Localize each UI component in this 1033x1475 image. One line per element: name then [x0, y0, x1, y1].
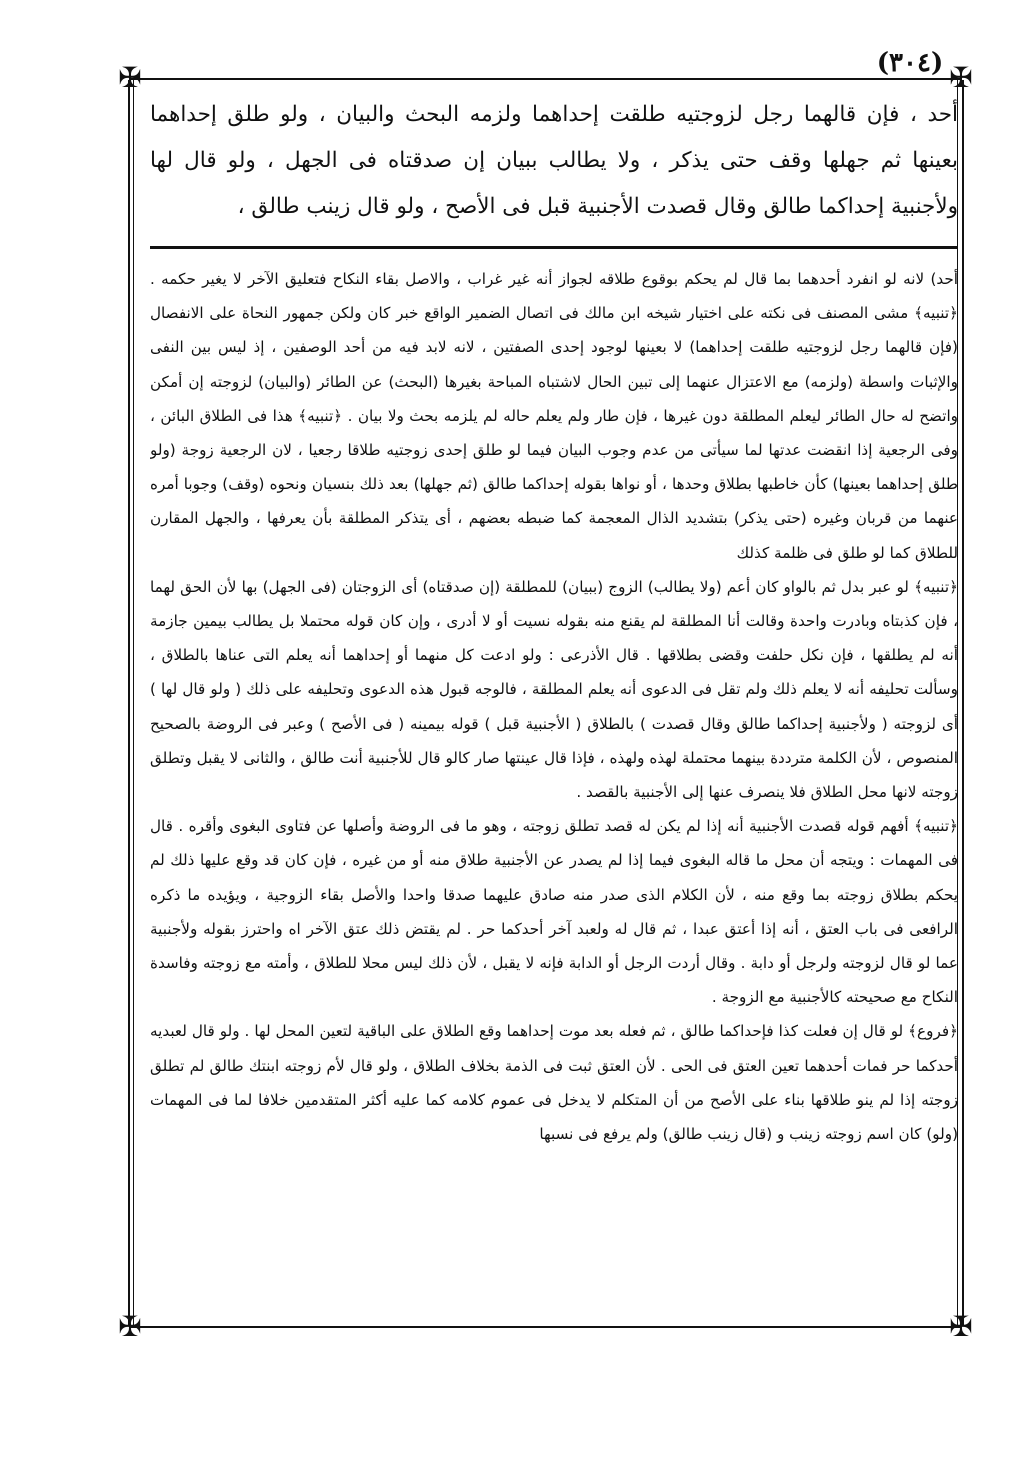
frame-top-rule: [130, 78, 962, 80]
corner-ornament-top-right-icon: ✠: [949, 61, 973, 94]
commentary-text: [150, 262, 958, 1310]
corner-ornament-top-left-icon: ✠: [118, 61, 142, 94]
matn-separator-rule: [150, 246, 958, 249]
page-number: (٣٠٤): [876, 48, 944, 78]
corner-ornament-bottom-left-icon: ✠: [118, 1310, 142, 1343]
matn-text: أحد ، فإن قالهما رجل لزوجتيه طلقت إحداهما ولزمه البحث والبيان ، ولو طلق إحداهما بعينها ثم جهلها وقف حتى يذكر ، ولا يطالب ببيان إن صدقتاه فى الجهل ، ولو قال لها ولأجنبية إحداكما طالق وقال قصدت الأجنبية قبل فى الأصح ، ولو قال زينب طالق ،: [150, 102, 958, 219]
frame-bottom-rule: [130, 1326, 962, 1328]
commentary-paragraph: ﴿تنبيه﴾ أفهم قوله قصدت الأجنبية أنه إذا لم يكن له قصد تطلق زوجته ، وهو ما فى الروضة وأصلها عن فتاوى البغوى وأقره . قال فى المهمات : ويتجه أن محل ما قاله البغوى فيما إذا لم يصدر عن الأجنبية طلاق منه أو من غيره ، فإن كان قد وقع عليها ذلك لم يحكم بطلاق زوجته بما وقع منه ، لأن الكلام الذى صدر منه صادق عليهما صدقا واحدا والأصل بقاء الزوجية ، ويؤيده ما ذكره الرافعى فى باب العتق ، أنه إذا أعتق عبدا ، ثم قال له ولعبد آخر أحدكما حر . لم يقتض ذلك عتق الآخر اه واحترز بقوله ولأجنبية عما لو قال لزوجته ولرجل أو دابة . وقال أردت الرجل أو الدابة فإنه لا يقبل ، لأن ذلك ليس محلا للطلاق ، وأمته مع زوجته وفاسدة النكاح مع صحيحته كالأجنبية مع الزوجة .: [150, 817, 958, 1007]
commentary-paragraph: أحد) لانه لو انفرد أحدهما بما قال لم يحكم بوقوع طلاقه لجواز أنه غير غراب ، والاصل بقاء النكاح فتعليق الآخر لا يغير حكمه . ﴿تنبيه﴾ مشى المصنف فى نكته على اختيار شيخه ابن مالك فى اتصال الضمير الواقع خبر كان ولكن جمهور النحاة على الانفصال (فإن قالهما رجل لزوجتيه طلقت إحداهما) لا بعينها لوجود إحدى الصفتين ، لانه لابد فيه من أحد الوصفين ، إذ ليس بين النفى والإثبات واسطة (ولزمه) مع الاعتزال عنهما إلى تبين الحال لاشتباه المباحة بغيرها (البحث) عن الطائر (والبيان) لزوجته إن أمكن واتضح له حال الطائر ليعلم المطلقة دون غيرها ، فإن طار ولم يعلم حاله لم يلزمه بحث ولا بيان . ﴿تنبيه﴾ هذا فى الطلاق البائن ، وفى الرجعية إذا انقضت عدتها لما سيأتى من عدم وجوب البيان فيما لو طلق إحدى زوجتيه طلاقا رجعيا ، لان الرجعية زوجة (ولو طلق إحداهما بعينها) كأن خاطبها بطلاق وحدها ، أو نواها بقوله إحداكما طالق (ثم جهلها) بعد ذلك بنسيان ونحوه (وقف) وجوبا أمره عنهما من قربان وغيره (حتى يذكر) بتشديد الذال المعجمة كما ضبطه بعضهم ، أى يتذكر المطلقة بأن يعرفها ، والجهل المقارن للطلاق كما لو طلق فى ظلمة كذلك: [150, 270, 958, 562]
corner-ornament-bottom-right-icon: ✠: [949, 1310, 973, 1343]
commentary-paragraph: ﴿تنبيه﴾ لو عبر بدل ثم بالواو كان أعم (ولا يطالب) الزوج (ببيان) للمطلقة (إن صدقتاه) أى الزوجتان (فى الجهل) بها لأن الحق لهما ، فإن كذبتاه وبادرت واحدة وقالت أنا المطلقة لم يقنع منه بقوله نسيت أو لا أدرى ، وإن كان قوله محتملا بل يطالب بيمين جازمة أنه لم يطلقها ، فإن نكل حلفت وقضى بطلاقها . قال الأذرعى : ولو ادعت كل منهما أو إحداهما أنه يعلم التى عناها بالطلاق ، وسألت تحليفه أنه لا يعلم ذلك ولم تقل فى الدعوى أنه يعلم المطلقة ، فالوجه قبول هذه الدعوى وتحليفه على ذلك ( ولو قال لها ) أى لزوجته ( ولأجنبية إحداكما طالق وقال قصدت ) بالطلاق ( الأجنبية قبل ) قوله بيمينه ( فى الأصح ) وعبر فى الروضة بالصحيح المنصوص ، لأن الكلمة مترددة بينهما محتملة لهذه ولهذه ، فإذا قال عينتها صار كالو قال للأجنبية أنت طالق ، والثانى لا يقبل وتطلق زوجته لانها محل الطلاق فلا ينصرف عنها إلى الأجنبية بالقصد .: [150, 577, 958, 802]
frame-left-rule-inner: [133, 80, 134, 1326]
frame-left-rule: [128, 80, 130, 1326]
commentary-paragraph: ﴿فروع﴾ لو قال إن فعلت كذا فإحداكما طالق ، ثم فعله بعد موت إحداهما وقع الطلاق على الباقية لتعين المحل لها . ولو قال لعبديه أحدكما حر فمات أحدهما تعين العتق فى الحى . لأن العتق ثبت فى الذمة بخلاف الطلاق ، ولو قال لأم زوجته ابنتك طالق لم تطلق زوجته إذا لم ينو طلاقها بناء على الأصح من أن المتكلم لا يدخل فى عموم كلامه كما عليه أكثر المتقدمين خلافا لما فى المهمات (ولو) كان اسم زوجته زينب و (قال زينب طالق) ولم يرفع فى نسبها: [150, 1022, 958, 1144]
frame-right-rule: [962, 80, 964, 1326]
